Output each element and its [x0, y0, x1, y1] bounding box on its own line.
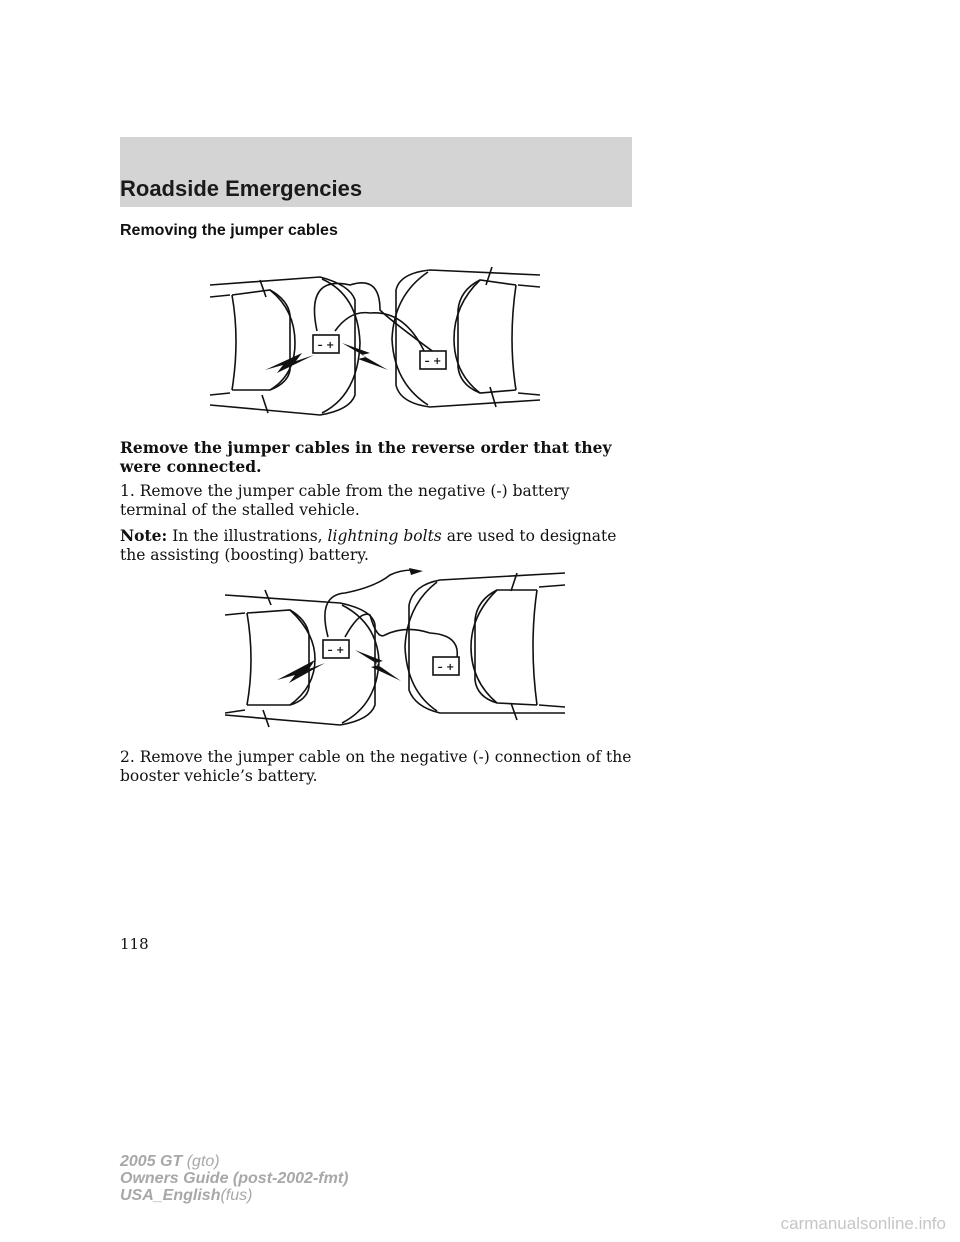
document-footer	[120, 1153, 348, 1204]
battery-terminals-left: – +	[327, 645, 345, 656]
step-2-text: 2. Remove the jumper cable on the negative (-) connection of the booster vehicle’s battery.	[120, 748, 632, 785]
footer-model: 2005 GT	[120, 1153, 183, 1170]
jumper-cables-illustration-2	[225, 565, 565, 730]
lightning-bolt-icon	[277, 660, 325, 683]
battery-terminals-left: – +	[317, 340, 335, 351]
footer-model-code: (gto)	[186, 1153, 220, 1170]
note-label: Note:	[120, 526, 168, 545]
watermark: carmanualsonline.info	[780, 1214, 946, 1233]
page-number: 118	[120, 935, 149, 953]
battery-terminals-right: – +	[424, 356, 442, 367]
note-text-after: are used to designate the assisting (boosting) battery.	[120, 527, 617, 564]
instruction-text: Remove the jumper cables in the reverse order that they were connected.	[120, 438, 612, 476]
battery-terminals-right: – +	[437, 662, 455, 673]
footer-language: USA_English	[120, 1187, 221, 1204]
lightning-bolt-icon	[342, 343, 388, 370]
step-1-text: 1. Remove the jumper cable from the negative (-) battery terminal of the stalled vehicle.	[120, 482, 570, 519]
section-heading: Removing the jumper cables	[120, 222, 338, 239]
jumper-cables-illustration-1	[210, 255, 540, 425]
page-header-title: Roadside Emergencies	[120, 176, 363, 201]
note-paragraph	[120, 526, 640, 565]
footer-language-code: (fus)	[220, 1187, 253, 1204]
footer-guide: Owners Guide (post-2002-fmt)	[120, 1170, 349, 1187]
note-text-before: In the illustrations,	[172, 527, 323, 545]
note-emphasis: lightning bolts	[327, 527, 442, 545]
